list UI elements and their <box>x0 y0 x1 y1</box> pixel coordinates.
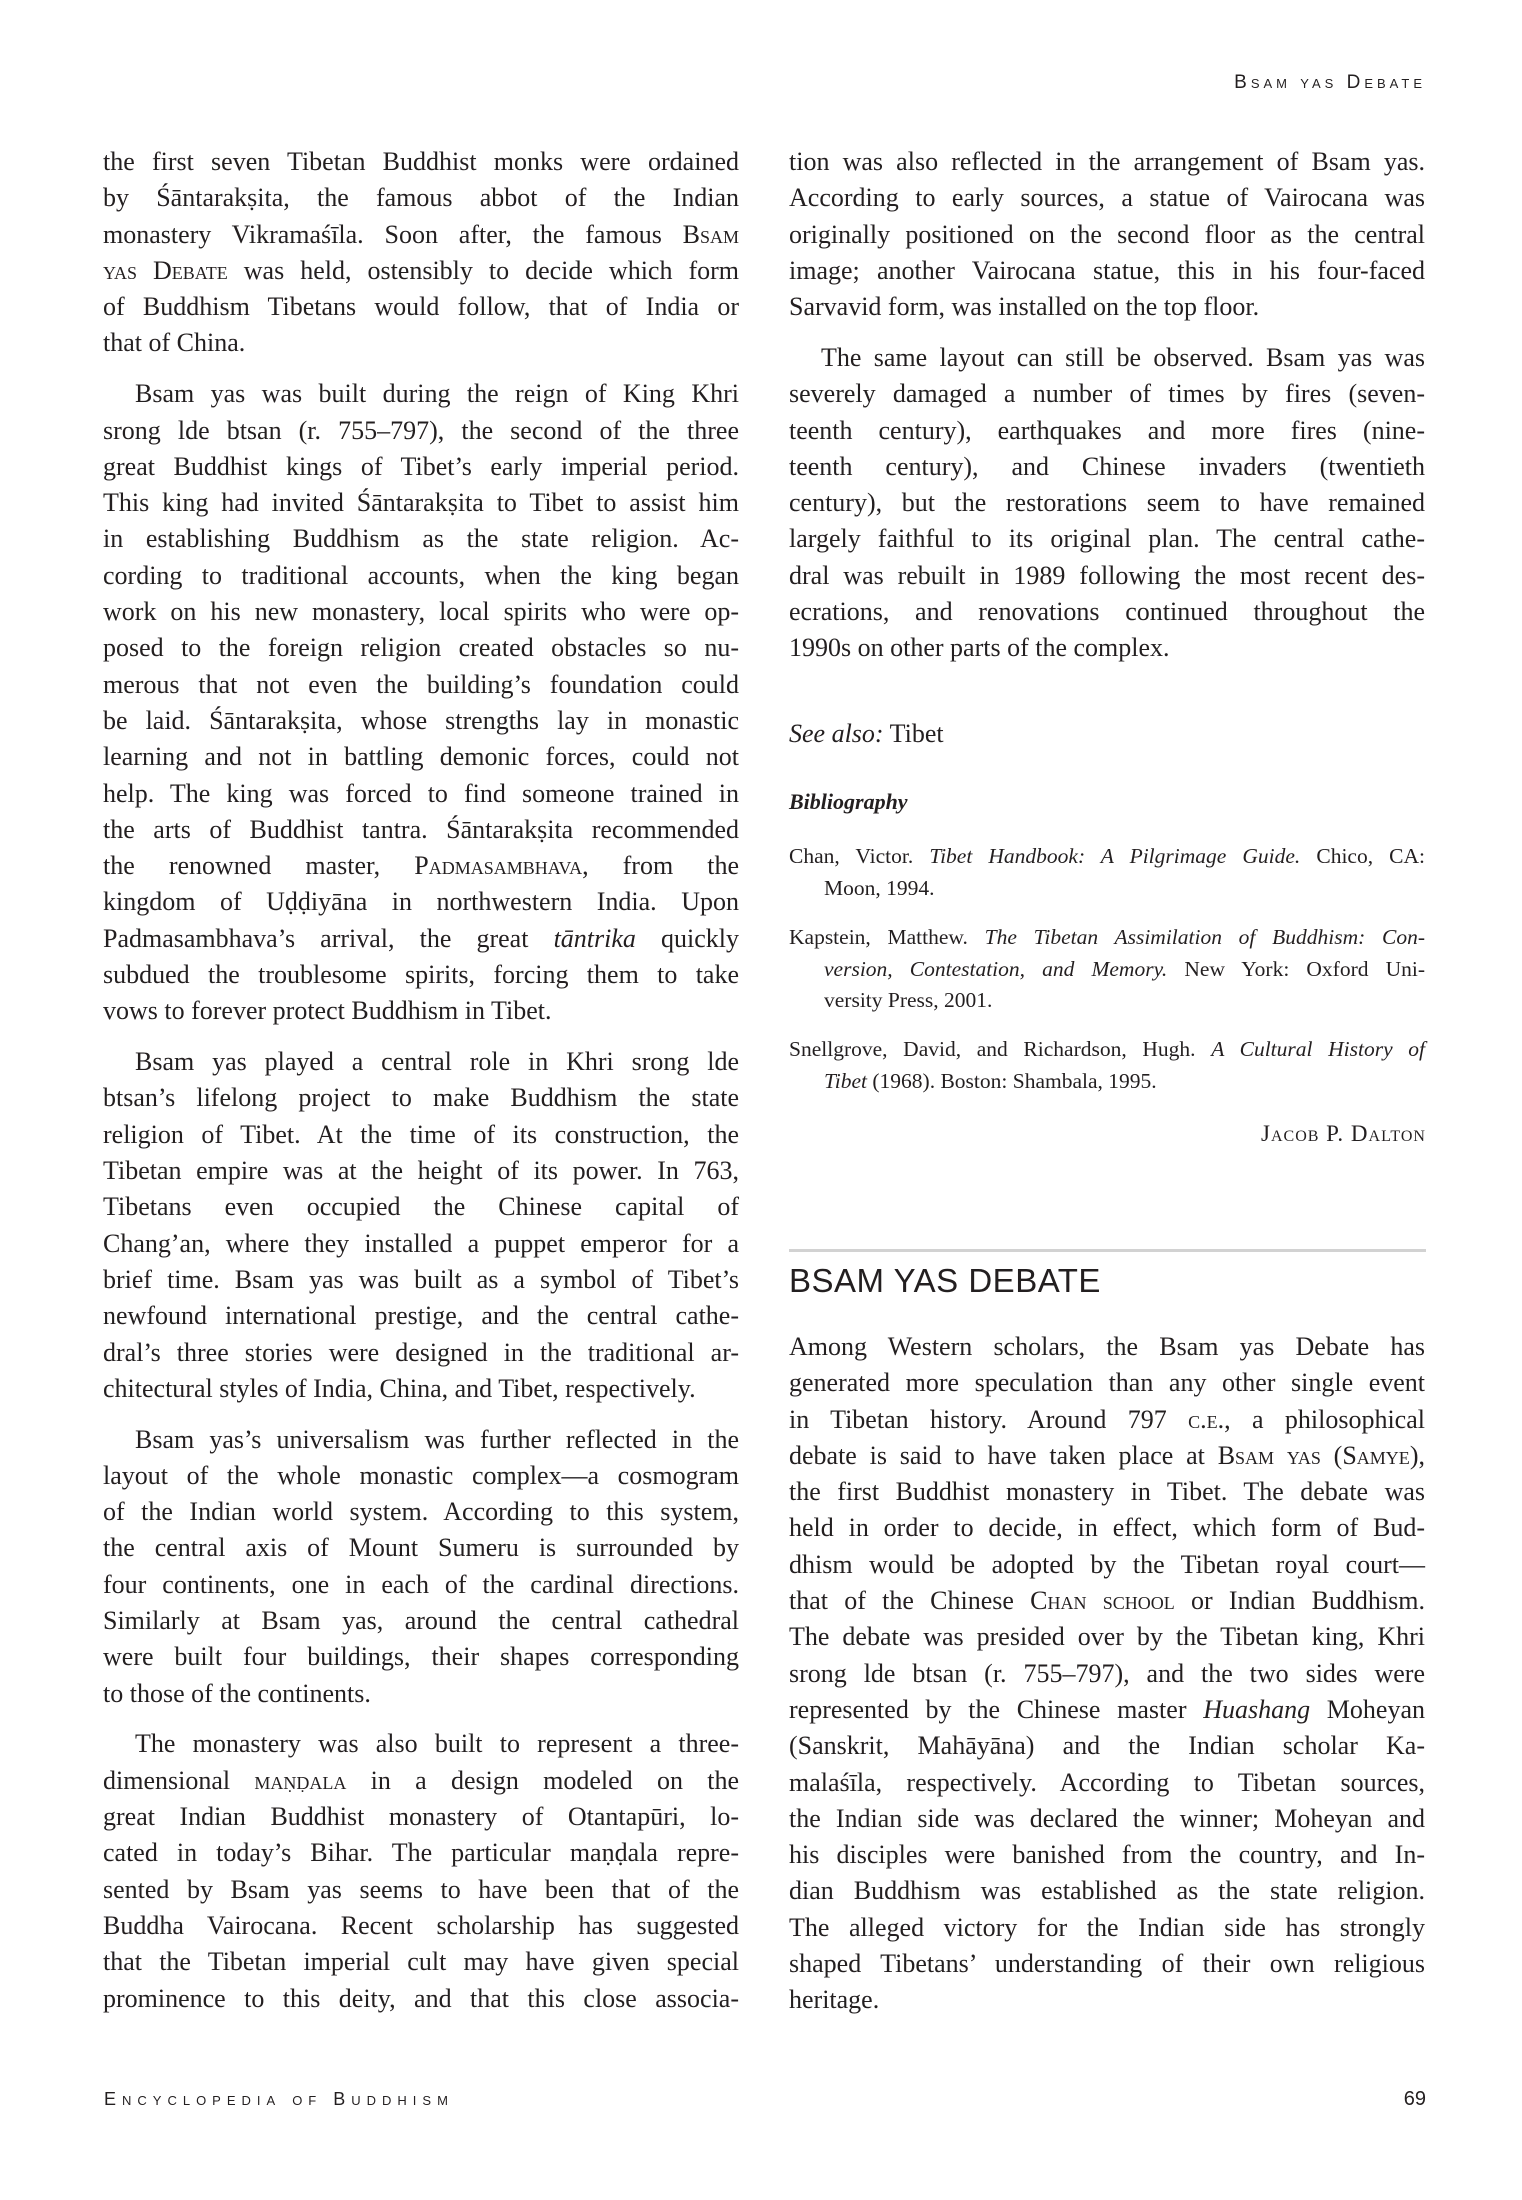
text-run: or Indian Buddhism. <box>1174 1586 1425 1616</box>
text-line: Bsam yas’s universalism was further reflected in the <box>135 1424 739 1454</box>
text-line: This king had invited Śāntarakṣita to Tibet to assist him <box>103 488 739 518</box>
text-line: layout of the whole monastic complex—a cosmogram <box>103 1460 739 1490</box>
text-line: Sarvavid form, was installed on the top floor. <box>789 292 1260 322</box>
text-line <box>789 922 1425 954</box>
text-line <box>789 1692 1425 1728</box>
text-run: in Tibetan history. Around 797 <box>789 1404 1189 1434</box>
text-run: the renowned master, <box>103 851 415 881</box>
text-line: four continents, one in each of the cardinal directions. <box>103 1569 739 1599</box>
bibliography-entry <box>789 922 1425 1017</box>
paragraph <box>789 340 1425 667</box>
see-also-link-tibet[interactable]: Tibet <box>889 719 944 748</box>
text-line: Buddha Vairocana. Recent scholarship has suggested <box>103 1910 739 1940</box>
small-caps-term: yas Debate <box>103 255 228 285</box>
text-run: dimensional <box>103 1765 255 1795</box>
text-line <box>103 1763 739 1799</box>
text-run: was held, ostensibly to decide which form <box>227 255 739 285</box>
text-run: debate is said to have taken place at <box>789 1440 1218 1470</box>
text-run: Kapstein, Matthew. <box>789 925 985 949</box>
italic-term: Huashang <box>1203 1694 1311 1724</box>
text-line: be laid. Śāntarakṣita, whose strengths lay in monastic <box>103 705 739 735</box>
paragraph <box>789 144 1425 325</box>
italic-term: The Tibetan Assimilation of Buddhism: Con- <box>984 925 1425 949</box>
text-line: cated in today’s Bihar. The particular maṇḍala repre- <box>103 1838 739 1868</box>
text-line: generated more speculation than any other single event <box>789 1368 1425 1398</box>
text-line: dian Buddhism was established as the state religion. <box>789 1876 1425 1906</box>
running-head: Bsam yas Debate <box>1234 72 1426 93</box>
text-run: New York: Oxford Uni- <box>1167 956 1426 981</box>
text-run: Snellgrove, David, and Richardson, Hugh. <box>789 1037 1212 1061</box>
text-line: religion of Tibet. At the time of its construction, the <box>103 1119 739 1149</box>
section-body <box>789 1329 1425 2019</box>
text-line: The monastery was also built to represent a three- <box>135 1729 739 1759</box>
section-divider <box>789 1249 1426 1252</box>
text-line: dral was rebuilt in 1989 following the most recent des- <box>789 560 1425 590</box>
text-line: the first Buddhist monastery in Tibet. The debate was <box>789 1477 1425 1507</box>
text-line: malaśīla, respectively. According to Tibetan sources, <box>789 1767 1425 1797</box>
bibliography-entry <box>789 841 1425 904</box>
text-line: subdued the troublesome spirits, forcing them to take <box>103 960 739 990</box>
text-line: teenth century), and Chinese invaders (twentieth <box>789 451 1425 481</box>
text-line: that the Tibetan imperial cult may have given special <box>103 1947 739 1977</box>
text-line <box>789 1583 1425 1619</box>
see-also <box>789 716 944 752</box>
italic-term: version, Contestation, and Memory. <box>824 956 1168 981</box>
text-line: According to early sources, a statue of Vairocana was <box>789 183 1425 213</box>
left-column <box>103 144 739 2017</box>
text-run: , a philosophical <box>1224 1404 1425 1434</box>
text-run: , from the <box>582 851 740 881</box>
text-line: the central axis of Mount Sumeru is surrounded by <box>103 1533 739 1563</box>
text-line: newfound international prestige, and the central cathe- <box>103 1301 739 1331</box>
text-line: the first seven Tibetan Buddhist monks were ordained <box>103 147 739 176</box>
text-run: ), <box>1409 1440 1425 1470</box>
italic-term: tāntrika <box>553 923 636 953</box>
text-line: to those of the continents. <box>103 1678 371 1708</box>
text-line: Similarly at Bsam yas, around the central cathedral <box>103 1606 739 1636</box>
text-line: by Śāntarakṣita, the famous abbot of the Indian <box>103 183 739 213</box>
text-line: held in order to decide, in effect, which form of Bud- <box>789 1513 1425 1543</box>
text-line: heritage. <box>789 1985 880 2015</box>
paragraph <box>103 144 739 362</box>
small-caps-term: Bsam <box>682 219 739 249</box>
text-line: vows to forever protect Buddhism in Tibet. <box>103 996 552 1026</box>
small-caps-term: Padmasambhava <box>414 851 583 881</box>
page-number: 69 <box>1403 2088 1426 2110</box>
right-column <box>789 144 1425 667</box>
section-title: BSAM YAS DEBATE <box>789 1262 1101 1299</box>
text-run: in a design modeled on the <box>346 1765 739 1795</box>
text-line: brief time. Bsam yas was built as a symbol of Tibet’s <box>103 1264 739 1294</box>
text-line: originally positioned on the second floor as the central <box>789 219 1425 249</box>
text-line: his disciples were banished from the country, and In- <box>789 1840 1425 1870</box>
text-line: merous that not even the building’s foundation could <box>103 669 739 699</box>
text-line: century), but the restorations seem to have remained <box>789 488 1425 518</box>
text-line: great Indian Buddhist monastery of Otantapūri, lo- <box>103 1802 739 1832</box>
text-line: chitectural styles of India, China, and Tibet, respectively. <box>103 1373 696 1403</box>
paragraph <box>103 1422 739 1712</box>
see-also-label: See also: <box>789 719 884 748</box>
text-line <box>789 1402 1425 1438</box>
footer-book-title: Encyclopedia of Buddhism <box>104 2089 454 2109</box>
small-caps-term: c.e. <box>1188 1404 1225 1434</box>
text-line: help. The king was forced to find someone trained in <box>103 778 739 808</box>
italic-term: A Cultural History of <box>1211 1037 1425 1061</box>
text-line: of Buddhism Tibetans would follow, that of India or <box>103 292 739 322</box>
text-line <box>789 954 1425 986</box>
text-line: Bsam yas was built during the reign of King Khri <box>135 379 739 409</box>
text-line: srong lde btsan (r. 755–797), and the two sides were <box>789 1658 1425 1688</box>
small-caps-term: Samye <box>1342 1440 1410 1470</box>
text-line: Chang’an, where they installed a puppet emperor for a <box>103 1228 739 1258</box>
paragraph <box>789 1329 1425 2019</box>
text-line: severely damaged a number of times by fires (seven- <box>789 379 1425 409</box>
text-line: tion was also reflected in the arrangement of Bsam yas. <box>789 147 1425 176</box>
text-line <box>103 217 739 253</box>
paragraph <box>103 376 739 1029</box>
text-run: Chico, CA: <box>1300 844 1425 868</box>
bibliography-heading: Bibliography <box>789 789 908 814</box>
text-line <box>789 841 1425 873</box>
text-run: Padmasambhava’s arrival, the great <box>103 923 554 953</box>
text-line: versity Press, 2001. <box>824 988 993 1012</box>
text-line: btsan’s lifelong project to make Buddhism the state <box>103 1083 739 1113</box>
text-line: that of China. <box>103 328 246 358</box>
text-line <box>789 1066 1425 1098</box>
italic-term: Tibet Handbook: A Pilgrimage Guide. <box>929 844 1301 868</box>
text-line: 1990s on other parts of the complex. <box>789 633 1170 663</box>
text-line: largely faithful to its original plan. The central cathe- <box>789 524 1425 554</box>
text-run: Moheyan <box>1310 1694 1425 1724</box>
text-line: The alleged victory for the Indian side has strongly <box>789 1912 1425 1942</box>
text-line: Tibetans even occupied the Chinese capital of <box>103 1192 739 1222</box>
text-line: cording to traditional accounts, when the king began <box>103 560 739 590</box>
text-line: ecrations, and renovations continued throughout the <box>789 597 1425 627</box>
bibliography-entry <box>789 1034 1425 1097</box>
text-line: were built four buildings, their shapes corresponding <box>103 1642 739 1672</box>
article-author: Jacob P. Dalton <box>1261 1121 1426 1146</box>
text-line: sented by Bsam yas seems to have been that of the <box>103 1874 739 1904</box>
text-line: learning and not in battling demonic forces, could not <box>103 742 739 772</box>
paragraph <box>103 1726 739 2016</box>
text-line: The debate was presided over by the Tibetan king, Khri <box>789 1622 1425 1652</box>
text-line <box>103 253 739 289</box>
text-line: (Sanskrit, Mahāyāna) and the Indian scholar Ka- <box>789 1731 1425 1761</box>
text-line <box>103 921 739 957</box>
text-run: represented by the Chinese master <box>789 1694 1204 1724</box>
text-run: (1968). Boston: Shambala, 1995. <box>867 1068 1157 1093</box>
text-run: quickly <box>635 923 739 953</box>
text-run: that of the Chinese <box>789 1586 1031 1616</box>
text-run: Chan, Victor. <box>789 844 930 868</box>
text-line: image; another Vairocana statue, this in his four-faced <box>789 255 1425 285</box>
text-line: Tibetan empire was at the height of its power. In 763, <box>103 1156 739 1186</box>
text-line: teenth century), earthquakes and more fires (nine- <box>789 415 1425 445</box>
text-line: the arts of Buddhist tantra. Śāntarakṣita recommended <box>103 814 739 844</box>
text-line: Among Western scholars, the Bsam yas Debate has <box>789 1332 1425 1361</box>
text-line: posed to the foreign religion created obstacles so nu- <box>103 633 739 663</box>
text-line: Bsam yas played a central role in Khri srong lde <box>135 1047 739 1077</box>
italic-term: Tibet <box>824 1068 868 1093</box>
text-line: Moon, 1994. <box>824 875 935 900</box>
text-line: kingdom of Uḍḍiyāna in northwestern India. Upon <box>103 887 739 917</box>
text-line <box>103 848 739 884</box>
text-line: shaped Tibetans’ understanding of their own religious <box>789 1949 1425 1979</box>
text-line: work on his new monastery, local spirits who were op- <box>103 597 739 627</box>
small-caps-term: maṇḍala <box>254 1765 347 1795</box>
text-line <box>789 1034 1425 1066</box>
text-line: great Buddhist kings of Tibet’s early imperial period. <box>103 451 739 481</box>
paragraph <box>103 1044 739 1407</box>
text-line: dral’s three stories were designed in the traditional ar- <box>103 1337 739 1367</box>
text-line: srong lde btsan (r. 755–797), the second of the three <box>103 415 739 445</box>
text-line <box>789 1438 1425 1474</box>
text-line: in establishing Buddhism as the state religion. Ac- <box>103 524 739 554</box>
text-run: ( <box>1320 1440 1343 1470</box>
text-line: prominence to this deity, and that this close associa- <box>103 1983 739 2013</box>
text-line: of the Indian world system. According to this system, <box>103 1497 739 1527</box>
text-line: the Indian side was declared the winner; Moheyan and <box>789 1803 1425 1833</box>
text-run: monastery Vikramaśīla. Soon after, the famous <box>103 219 683 249</box>
small-caps-term: Bsam yas <box>1217 1440 1321 1470</box>
text-line: The same layout can still be observed. Bsam yas was <box>821 342 1425 372</box>
small-caps-term: Chan school <box>1030 1586 1175 1616</box>
text-line: dhism would be adopted by the Tibetan royal court— <box>789 1549 1425 1579</box>
